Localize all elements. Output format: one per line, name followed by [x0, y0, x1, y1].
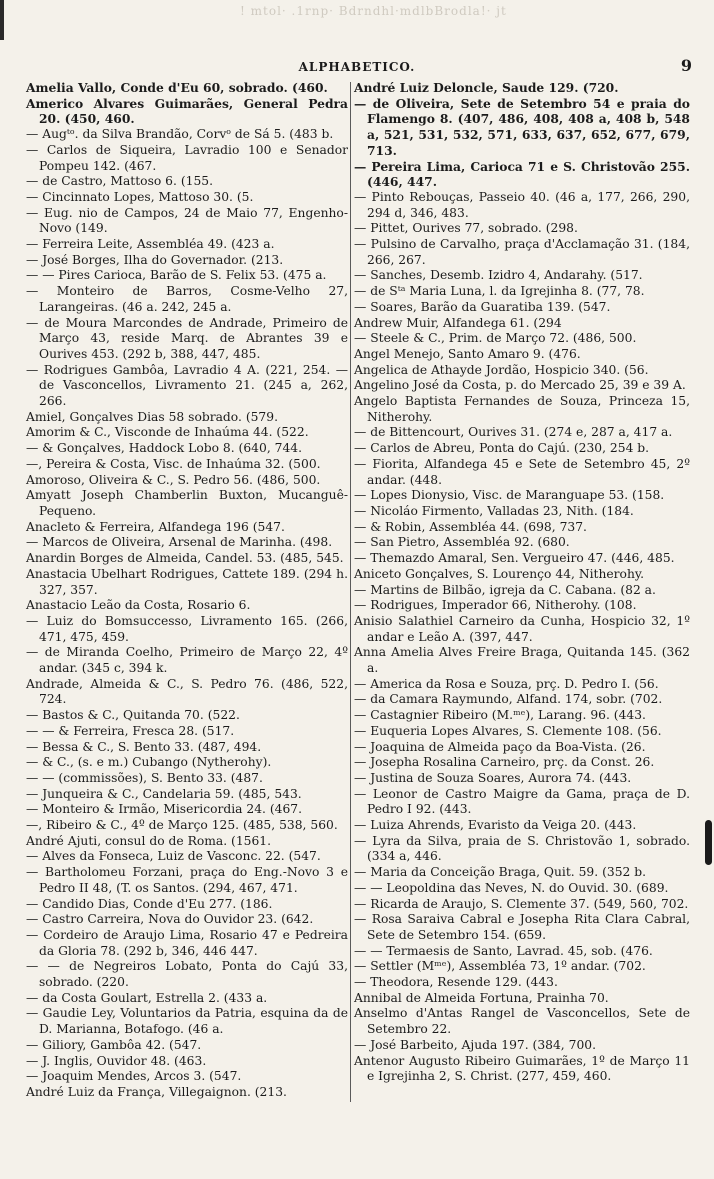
directory-entry: — Eug. nio de Campos, 24 de Maio 77, Engenho-Novo (149.	[26, 205, 348, 236]
directory-entry: — de Miranda Coelho, Primeiro de Março 22, 4º andar. (345 c, 394 k.	[26, 645, 348, 676]
directory-entry: — Cordeiro de Araujo Lima, Rosario 47 e Pedreira da Gloria 78. (292 b, 346, 446 447.	[26, 927, 348, 958]
directory-entry: — Nicoláo Firmento, Valladas 23, Nith. (184.	[354, 503, 634, 518]
directory-entry: — Ferreira Leite, Assembléa 49. (423 a.	[26, 237, 275, 252]
directory-entry: Amiel, Gonçalves Dias 58 sobrado. (579.	[26, 409, 278, 424]
directory-entry: — de Oliveira, Sete de Setembro 54 e praia do Flamengo 8. (407, 486, 408, 408 a, 408 b, 548 a, 521, 531, 532, 571, 633, 637, 652, 677, 679, 713.	[354, 95, 690, 158]
directory-entry: — Carlos de Abreu, Ponta do Cajú. (230, 254 b.	[354, 441, 650, 456]
left-column	[26, 80, 348, 1101]
directory-entry: — Martins de Bilbão, igreja da C. Cabana. (82 a.	[354, 582, 656, 597]
directory-entry: Andrade, Almeida & C., S. Pedro 76. (486, 522, 724.	[26, 676, 348, 707]
directory-entry: — Joaquina de Almeida paço da Boa-Vista. (26.	[354, 739, 646, 754]
directory-entry: — & C., (s. e m.) Cubango (Nytherohy).	[26, 755, 272, 770]
directory-entry: Anna Amelia Alves Freire Braga, Quitanda 145. (362 a.	[354, 645, 690, 676]
directory-entry: — & Robin, Assembléa 44. (698, 737.	[354, 519, 587, 534]
bleed-through-text: ! mtol· .1rnp· Bdrndhl·mdlbBrodla!· jt	[240, 4, 507, 18]
directory-entry: — da Camara Raymundo, Alfand. 174, sobr. (702.	[354, 692, 663, 707]
directory-entry: — Lyra da Silva, praia de S. Christovão 1, sobrado. (334 a, 446.	[354, 833, 690, 864]
directory-entry: — Cincinnato Lopes, Mattoso 30. (5.	[26, 189, 254, 204]
directory-entry: — de Moura Marcondes de Andrade, Primeiro de Março 43, reside Marq. de Abrantes 39 e Ourives 453. (292 b, 388, 447, 485.	[26, 315, 348, 361]
directory-entry: Anisio Salathiel Carneiro da Cunha, Hospicio 32, 1º andar e Leão A. (397, 447.	[354, 613, 690, 644]
directory-entry: — San Pietro, Assembléa 92. (680.	[354, 535, 570, 550]
directory-entry: — Gaudie Ley, Voluntarios da Patria, esquina da de D. Marianna, Botafogo. (46 a.	[26, 1006, 348, 1037]
directory-entry: Anardin Borges de Almeida, Candel. 53. (485, 545.	[26, 551, 344, 566]
directory-entry: — — (commissões), S. Bento 33. (487.	[26, 770, 263, 785]
directory-entry: — Carlos de Siqueira, Lavradio 100 e Senador Pompeu 142. (467.	[26, 142, 348, 173]
directory-entry: — & Gonçalves, Haddock Lobo 8. (640, 744.	[26, 441, 303, 456]
directory-entry: Andrew Muir, Alfandega 61. (294	[354, 315, 562, 330]
directory-entry: André Luiz da França, Villegaignon. (213.	[26, 1085, 287, 1099]
directory-entry: — — Termaesis de Santo, Lavrad. 45, sob. (476.	[354, 943, 653, 958]
directory-entry: — — & Ferreira, Fresca 28. (517.	[26, 723, 235, 738]
directory-entry: — de Castro, Mattoso 6. (155.	[26, 174, 214, 189]
directory-entry: —, Pereira & Costa, Visc. de Inhaúma 32. (500.	[26, 456, 321, 471]
directory-entry: — Monteiro & Irmão, Misericordia 24. (467.	[26, 802, 303, 817]
directory-entry: Amyatt Joseph Chamberlin Buxton, Mucanguê-Pequeno.	[26, 488, 348, 518]
directory-entry: André Luiz Deloncle, Saude 129. (720.	[354, 80, 619, 95]
directory-entry: — — Leopoldina das Neves, N. do Ouvid. 30. (689.	[354, 880, 669, 895]
directory-entry: — Steele & C., Prim. de Março 72. (486, 500.	[354, 331, 637, 346]
directory-entry: — America da Rosa e Souza, prç. D. Pedro I. (56.	[354, 676, 659, 691]
directory-entry: Anastacio Leão da Costa, Rosario 6.	[26, 598, 251, 613]
directory-entry: — Euqueria Lopes Alvares, S. Clemente 108. (56.	[354, 723, 662, 738]
directory-entry: — Theodora, Resende 129. (443.	[354, 975, 558, 990]
directory-entry: —, Ribeiro & C., 4º de Março 125. (485, 538, 560.	[26, 818, 338, 833]
directory-entry: Amoroso, Oliveira & C., S. Pedro 56. (486, 500.	[26, 472, 321, 487]
directory-entry: — Settler (Mᵐᵉ), Assembléa 73, 1º andar. (702.	[354, 959, 646, 974]
directory-entry: Amorim & C., Visconde de Inhaúma 44. (522.	[26, 425, 309, 440]
directory-entry: Antenor Augusto Ribeiro Guimarães, 1º de Março 11 e Igrejinha 2, S. Christ. (277, 459, 460.	[354, 1053, 690, 1084]
right-column	[354, 80, 690, 1085]
directory-entry: — — de Negreiros Lobato, Ponta do Cajú 33, sobrado. (220.	[26, 959, 348, 990]
page-number: 9	[680, 56, 692, 75]
directory-entry: — Rodrigues Gambôa, Lavradio 4 A. (221, 254. — de Vasconcellos, Livramento 21. (245 a, 262, 266.	[26, 362, 348, 409]
directory-entry: — Sanches, Desemb. Izidro 4, Andarahy. (517.	[354, 268, 643, 283]
directory-entry: — Pinto Rebouças, Passeio 40. (46 a, 177, 266, 290, 294 d, 346, 483.	[354, 189, 690, 220]
directory-entry: — Rosa Saraiva Cabral e Josepha Rita Clara Cabral, Sete de Setembro 154. (659.	[354, 912, 690, 942]
directory-entry: — Josepha Rosalina Carneiro, prç. da Const. 26.	[354, 755, 655, 770]
directory-entry: — Rodrigues, Imperador 66, Nitherohy. (108.	[354, 598, 637, 613]
directory-entry: Angelo Baptista Fernandes de Souza, Princeza 15, Nitherohy.	[354, 394, 690, 424]
directory-entry: Angel Menejo, Santo Amaro 9. (476.	[354, 346, 581, 361]
directory-entry: — Candido Dias, Conde d'Eu 277. (186.	[26, 896, 273, 911]
directory-entry: — Marcos de Oliveira, Arsenal de Marinha. (498.	[26, 535, 333, 550]
directory-entry: Aniceto Gonçalves, S. Lourenço 44, Nitherohy.	[354, 566, 645, 581]
directory-entry: — Leonor de Castro Maigre da Gama, praça de D. Pedro I 92. (443.	[354, 786, 690, 817]
directory-entry: — Bartholomeu Forzani, praça do Eng.-Novo 3 e Pedro II 48, (T. os Santos. (294, 467, 471.	[26, 865, 348, 895]
directory-entry: — de Sᵗᵃ Maria Luna, l. da Igrejinha 8. (77, 78.	[354, 284, 645, 299]
binding-edge	[0, 0, 4, 40]
directory-entry: — Pittet, Ourives 77, sobrado. (298.	[354, 221, 578, 236]
directory-entry: — de Bittencourt, Ourives 31. (274 e, 287 a, 417 a.	[354, 425, 673, 440]
directory-entry: Anacleto & Ferreira, Alfandega 196 (547.	[26, 519, 285, 534]
directory-entry: — Castagnier Ribeiro (M.ᵐᵉ), Larang. 96. (443.	[354, 708, 646, 723]
directory-entry: — — Pires Carioca, Barão de S. Felix 53. (475 a.	[26, 268, 327, 283]
directory-entry: — Themazdo Amaral, Sen. Vergueiro 47. (446, 485.	[354, 551, 675, 566]
directory-entry: — Giliory, Gambôa 42. (547.	[26, 1037, 202, 1052]
directory-entry: — José Barbeito, Ajuda 197. (384, 700.	[354, 1037, 597, 1052]
directory-entry: — Justina de Souza Soares, Aurora 74. (443.	[354, 770, 632, 785]
directory-entry: Americo Alvares Guimarães, General Pedra 20. (450, 460.	[26, 95, 348, 127]
directory-entry: Annibal de Almeida Fortuna, Prainha 70.	[354, 990, 609, 1005]
directory-entry: — Ricarda de Araujo, S. Clemente 37. (549, 560, 702.	[354, 896, 689, 911]
directory-entry: — Junqueira & C., Candelaria 59. (485, 543.	[26, 786, 302, 801]
page-title: ALPHABETICO.	[298, 60, 416, 74]
directory-entry: — Joaquim Mendes, Arcos 3. (547.	[26, 1069, 242, 1084]
directory-entry: — Maria da Conceição Braga, Quit. 59. (352 b.	[354, 865, 647, 880]
directory-entry: — da Costa Goulart, Estrella 2. (433 a.	[26, 990, 268, 1005]
directory-entry: — Luiz do Bomsuccesso, Livramento 165. (266, 471, 475, 459.	[26, 613, 348, 644]
directory-entry: — J. Inglis, Ouvidor 48. (463.	[26, 1053, 207, 1068]
directory-entry: — Monteiro de Barros, Cosme-Velho 27, Larangeiras. (46 a. 242, 245 a.	[26, 284, 348, 314]
directory-entry: — Alves da Fonseca, Luiz de Vasconc. 22. (547.	[26, 849, 321, 864]
directory-entry: — Castro Carreira, Nova do Ouvidor 23. (642.	[26, 912, 314, 927]
directory-entry: — Bastos & C., Quitanda 70. (522.	[26, 708, 240, 723]
directory-entry: — Soares, Barão da Guaratiba 139. (547.	[354, 299, 611, 314]
ink-smudge	[705, 820, 712, 865]
directory-entry: — Pereira Lima, Carioca 71 e S. Christovão 255. (446, 447.	[354, 158, 690, 190]
directory-entry: André Ajuti, consul do de Roma. (1561.	[26, 833, 272, 848]
directory-entry: — Bessa & C., S. Bento 33. (487, 494.	[26, 739, 262, 754]
directory-entry: Angelino José da Costa, p. do Mercado 25, 39 e 39 A.	[354, 378, 686, 393]
directory-entry: Anselmo d'Antas Rangel de Vasconcellos, Sete de Setembro 22.	[354, 1006, 690, 1037]
directory-entry: — Fiorita, Alfandega 45 e Sete de Setembro 45, 2º andar. (448.	[354, 456, 690, 487]
directory-entry: Amelia Vallo, Conde d'Eu 60, sobrado. (460.	[26, 80, 328, 95]
directory-entry: Angelica de Athayde Jordão, Hospicio 340. (56.	[354, 362, 649, 377]
directory-entry: — Luiza Ahrends, Evaristo da Veiga 20. (443.	[354, 818, 637, 833]
directory-entry: Anastacia Ubelhart Rodrigues, Cattete 189. (294 h. 327, 357.	[26, 566, 348, 597]
directory-entry: — Lopes Dionysio, Visc. de Maranguape 53. (158.	[354, 488, 665, 503]
directory-entry: — Pulsino de Carvalho, praça d'Acclamação 31. (184, 266, 267.	[354, 237, 690, 267]
directory-entry: — Augᵗᵒ. da Silva Brandão, Corvᵒ de Sá 5. (483 b.	[26, 127, 334, 142]
directory-entry: — José Borges, Ilha do Governador. (213.	[26, 252, 284, 267]
column-divider	[350, 82, 351, 1102]
